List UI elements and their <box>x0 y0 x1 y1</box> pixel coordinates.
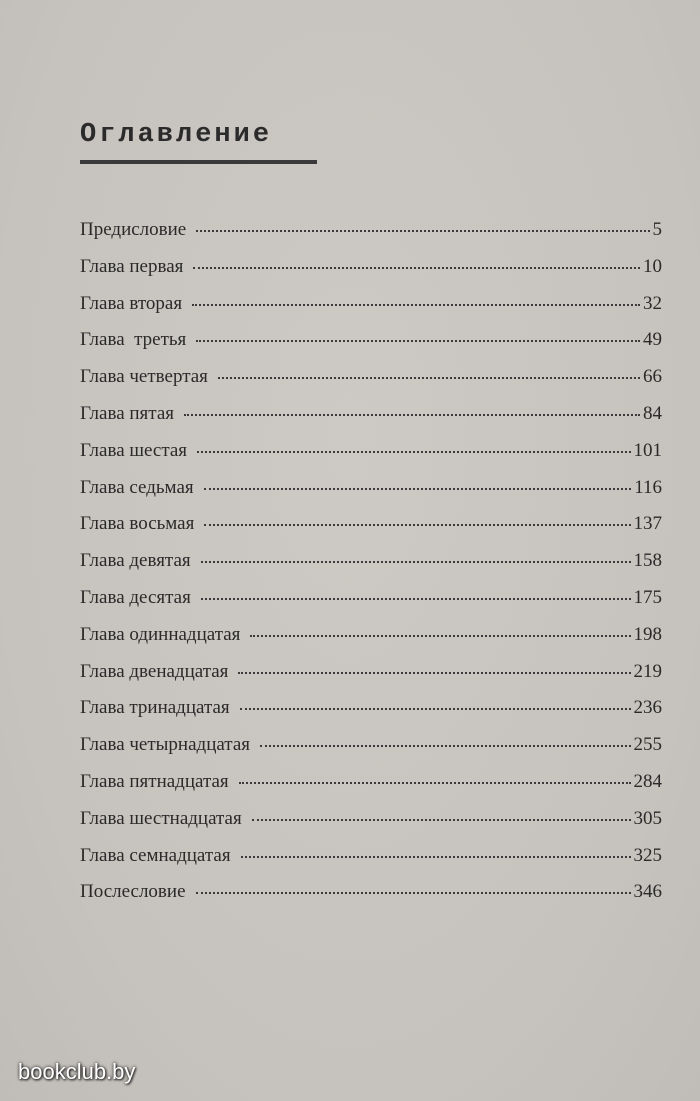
toc-entry <box>80 513 662 550</box>
toc-entry-page: 101 <box>633 439 662 461</box>
dot-leader <box>241 856 631 858</box>
toc-entry-title: Глава восьмая <box>80 513 195 535</box>
toc-entry-page: 236 <box>633 697 662 719</box>
dot-leader <box>196 892 631 894</box>
toc-entry-title: Глава семнадцатая <box>80 844 231 866</box>
toc-entry-title: Глава пятая <box>80 402 174 424</box>
toc-entry-title: Глава десятая <box>80 586 191 608</box>
dot-leader <box>196 230 649 232</box>
toc-entry <box>80 403 662 440</box>
toc-entry-page: 198 <box>633 623 662 645</box>
toc-entry-title: Глава седьмая <box>80 476 194 498</box>
toc-entry <box>80 808 662 845</box>
toc-entry-title: Глава четвертая <box>80 366 208 388</box>
toc-entry <box>80 845 662 882</box>
toc-entry <box>80 477 662 514</box>
toc-entry <box>80 293 662 330</box>
toc-entry-page: 175 <box>633 586 662 608</box>
page-title: Оглавление <box>80 120 273 150</box>
watermark: bookclub.by <box>18 1059 136 1084</box>
toc-entry-title: Глава шестая <box>80 439 188 461</box>
dot-leader <box>201 561 631 563</box>
dot-leader <box>260 745 630 747</box>
toc-entry <box>80 329 662 366</box>
toc-entry-page: 116 <box>634 476 662 498</box>
toc-entry-title: Послесловие <box>80 881 186 903</box>
dot-leader <box>204 488 632 490</box>
dot-leader <box>193 267 640 269</box>
toc-entry <box>80 440 662 477</box>
toc-entry <box>80 219 662 256</box>
toc-entry-title: Глава первая <box>80 255 184 277</box>
toc-entry-title: Глава двенадцатая <box>80 660 229 682</box>
toc-entry-page: 158 <box>633 550 662 572</box>
toc-entry-page: 66 <box>643 366 662 388</box>
toc-entry <box>80 697 662 734</box>
toc-entry <box>80 587 662 624</box>
dot-leader <box>238 672 630 674</box>
toc-entry <box>80 881 662 918</box>
toc-entry-page: 49 <box>643 329 662 351</box>
toc-entry-page: 5 <box>652 219 662 240</box>
toc-entry-page: 284 <box>633 770 662 792</box>
toc-entry-title: Глава четырнадцатая <box>80 734 251 756</box>
dot-leader <box>252 819 631 821</box>
table-of-contents <box>80 219 662 918</box>
dot-leader <box>201 598 631 600</box>
toc-entry-title: Глава вторая <box>80 292 183 314</box>
toc-entry <box>80 366 662 403</box>
toc-entry <box>80 550 662 587</box>
toc-entry <box>80 256 662 293</box>
dot-leader <box>196 340 640 342</box>
toc-entry <box>80 771 662 808</box>
toc-entry-title: Глава одиннадцатая <box>80 623 241 645</box>
dot-leader <box>204 524 630 526</box>
toc-entry-page: 305 <box>633 807 662 829</box>
dot-leader <box>240 708 631 710</box>
dot-leader <box>218 377 640 379</box>
toc-entry-title: Глава девятая <box>80 550 191 572</box>
toc-entry-title: Глава тринадцатая <box>80 697 230 719</box>
toc-entry-page: 32 <box>643 292 662 314</box>
toc-entry-page: 325 <box>633 844 662 866</box>
toc-entry-title: Глава третья <box>80 329 187 351</box>
toc-entry-page: 137 <box>633 513 662 535</box>
toc-entry-title: Глава пятнадцатая <box>80 770 229 792</box>
toc-entry <box>80 661 662 698</box>
toc-entry-page: 346 <box>633 881 662 903</box>
toc-entry-title: Глава шестнадцатая <box>80 807 242 829</box>
dot-leader <box>192 304 640 306</box>
toc-entry <box>80 624 662 661</box>
toc-entry-page: 255 <box>633 734 662 756</box>
dot-leader <box>197 451 630 453</box>
toc-entry-page: 219 <box>633 660 662 682</box>
dot-leader <box>250 635 630 637</box>
dot-leader <box>184 414 640 416</box>
heading-block <box>80 122 317 164</box>
toc-entry-title: Предисловие <box>80 219 187 240</box>
toc-entry-page: 84 <box>643 402 662 424</box>
toc-entry-page: 10 <box>643 255 662 277</box>
dot-leader <box>239 782 631 784</box>
toc-entry <box>80 734 662 771</box>
title-underline <box>80 160 317 164</box>
